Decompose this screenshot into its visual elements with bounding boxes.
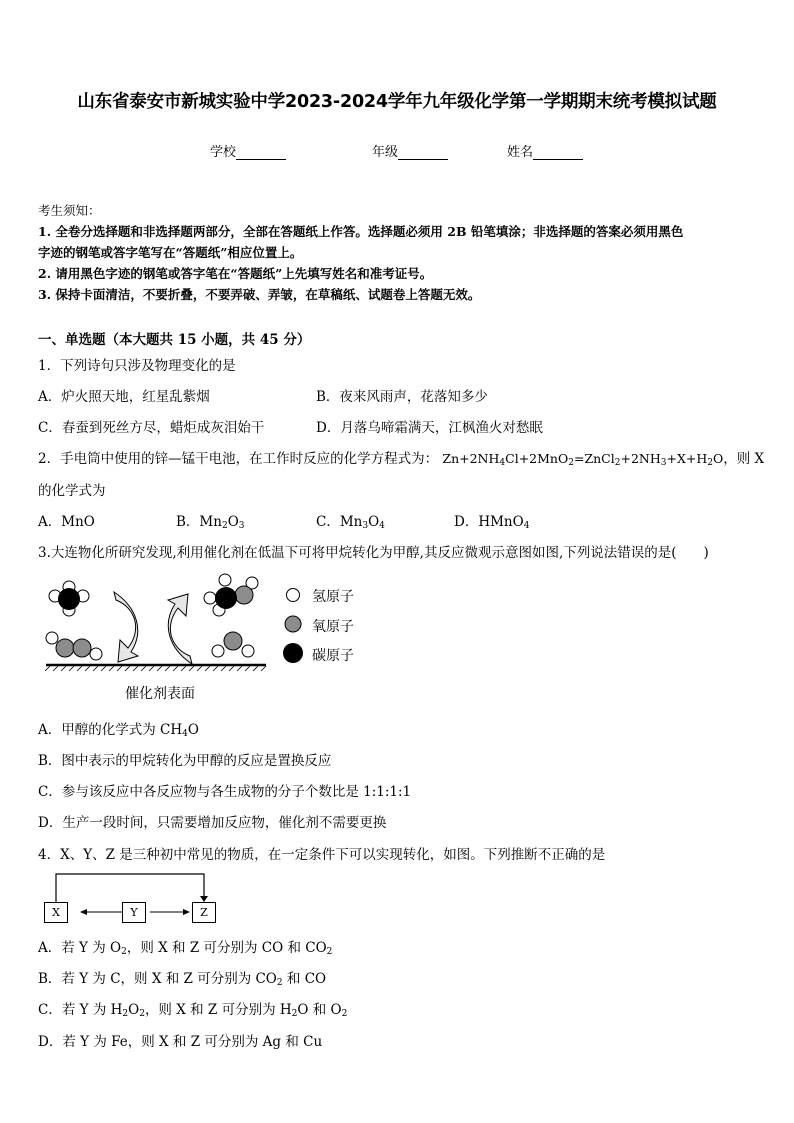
methanol-molecule [204, 574, 258, 616]
section-heading: 一、单选题（本大题共 15 小题，共 45 分） [38, 332, 311, 348]
q3-option-a: A．甲醇的化学式为 $CH_4O$ [38, 722, 199, 739]
page-title: 山东省泰安市新城实验中学2023-2024学年九年级化学第一学期期末统考模拟试题 [77, 92, 717, 112]
box-y: Y [122, 902, 146, 923]
water-molecule [212, 632, 254, 657]
hydrogen-marker [287, 589, 300, 602]
q4-option-b: B．若 Y 为 C，则 X 和 Z 可分别为 $CO_2$ 和 CO [38, 971, 327, 988]
q3-option-d: D．生产一段时间，只需要增加反应物，催化剂不需要更换 [38, 815, 387, 831]
name-label: 姓名 [507, 145, 534, 160]
atom-legend-markers [282, 585, 306, 667]
q2-option-d: D．HMnO$_4$ [454, 514, 530, 531]
oxygen-molecule-left [46, 632, 102, 660]
school-blank [236, 147, 286, 160]
arrow-down-icon [114, 592, 138, 662]
q3-option-a-text: A．甲醇的化学式为 CH [38, 722, 183, 738]
x-to-z-arrow-line [56, 874, 204, 902]
legend-hydrogen: 氢原子 [312, 589, 354, 605]
q2-option-a: A．MnO [38, 514, 95, 530]
q4-option-d: D．若 Y 为 Fe，则 X 和 Z 可分别为 Ag 和 Cu [38, 1034, 323, 1050]
grade-label: 年级 [372, 145, 399, 160]
q2-stem [38, 447, 764, 467]
q4-option-c: C．若 Y 为 $H_2O_2$，则 X 和 Z 可分别为 $H_2O$ 和 $O_2$ [38, 1002, 348, 1019]
q2-option-c: C．$Mn_3O_4$ [316, 514, 385, 531]
notice-item-1a: 1. 全卷分选择题和非选择题两部分，全部在答题纸上作答。选择题必须用 2B 铅笔填涂；非选择题的答案必须用黑色 [38, 224, 684, 239]
q1-option-b: B．夜来风雨声，花落知多少 [316, 389, 488, 405]
methane-molecule [49, 581, 89, 616]
box-x: X [44, 902, 68, 923]
q2-equation: $Zn+2NH_4Cl+2MnO_2=ZnCl_2+2NH_3+X+H_2O$ [442, 451, 724, 468]
notice-item-3: 3. 保持卡面清洁，不要折叠，不要弄破、弄皱，在草稿纸、试题卷上答题无效。 [38, 287, 481, 302]
notice-heading: 考生须知： [38, 203, 101, 218]
notice-item-2: 2. 请用黑色字迹的钢笔或答字笔在“答题纸”上先填写姓名和准考证号。 [38, 266, 433, 281]
surface-hatch [45, 666, 266, 671]
q1-option-c: C．春蚕到死丝方尽，蜡炬成灰泪始干 [38, 420, 265, 436]
arrow-head-x [80, 909, 87, 915]
box-z: Z [192, 902, 216, 923]
q3-option-b: B．图中表示的甲烷转化为甲醇的反应是置换反应 [38, 753, 332, 769]
reaction-diagram [38, 570, 278, 680]
q4-option-a: A．若 Y 为 $O_2$，则 X 和 Z 可分别为 CO 和 $CO_2$ [38, 940, 333, 957]
grade-field [372, 141, 448, 160]
carbon-marker [283, 643, 303, 663]
q2-stem-text: 2．手电筒中使用的锌—锰干电池，在工作时反应的化学方程式为： [38, 451, 439, 467]
oxygen-marker [285, 616, 301, 632]
diagram-caption: 催化剂表面 [125, 686, 195, 702]
legend-carbon: 碳原子 [312, 648, 354, 664]
q1-option-d: D．月落乌啼霜满天，江枫渔火对愁眠 [316, 420, 543, 436]
name-field [507, 141, 583, 160]
q3-option-c: C．参与该反应中各反应物与各生成物的分子个数比是 1:1:1:1 [38, 784, 412, 800]
school-label: 学校 [210, 145, 237, 160]
q2-stem-tail: ，则 X [723, 451, 765, 467]
name-blank [533, 147, 583, 160]
q1-option-a: A．炉火照天地，红星乱紫烟 [38, 389, 210, 405]
q2-stem-line2: 的化学式为 [38, 483, 106, 499]
grade-blank [398, 147, 448, 160]
q4-stem: 4．X、Y、Z 是三种初中常见的物质，在一定条件下可以实现转化，如图。下列推断不正确的是 [38, 847, 606, 863]
school-field [210, 141, 286, 160]
arrow-up-icon [168, 594, 192, 664]
arrow-head-z2 [183, 909, 190, 915]
q1-stem: 1．下列诗句只涉及物理变化的是 [38, 358, 236, 374]
legend-oxygen: 氧原子 [312, 619, 354, 635]
q3-stem: 3.大连物化所研究发现,利用催化剂在低温下可将甲烷转化为甲醇,其反应微观示意图如图,下列说法错误的是( ) [38, 545, 709, 561]
notice-item-1b: 字迹的钢笔或答字笔写在“答题纸”相应位置上。 [38, 245, 303, 260]
q2-option-b: B．$Mn_2O_3$ [176, 514, 245, 531]
